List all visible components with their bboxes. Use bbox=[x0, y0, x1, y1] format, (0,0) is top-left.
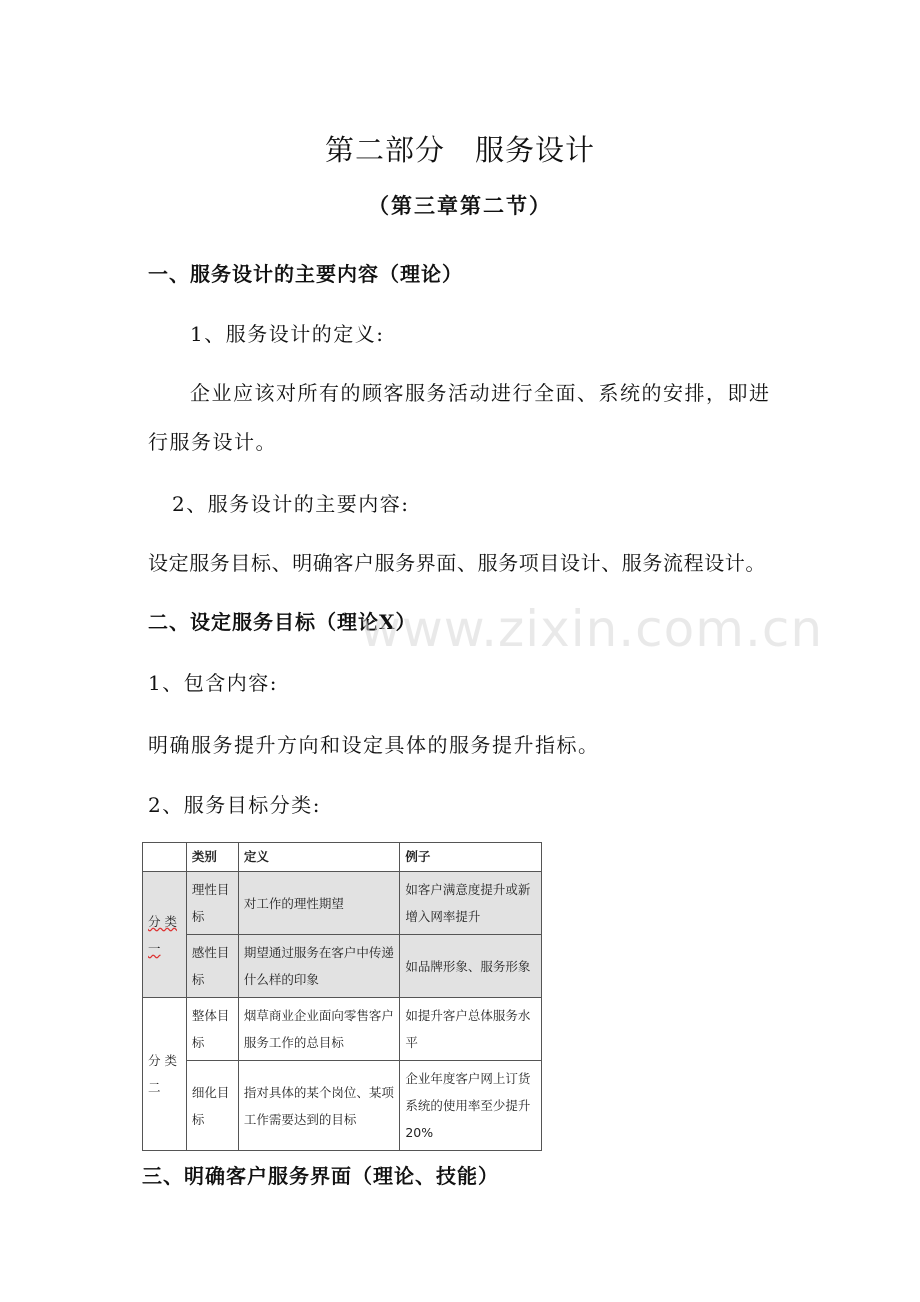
table-header-cell bbox=[143, 843, 187, 872]
section1-item1-text-line1: 企业应该对所有的顾客服务活动进行全面、系统的安排，即进 bbox=[190, 381, 771, 405]
section2-heading: 二、设定服务目标（理论X） bbox=[148, 610, 417, 634]
section2-item1-text: 明确服务提升方向和设定具体的服务提升指标。 bbox=[148, 733, 600, 757]
table-header-cell: 定义 bbox=[238, 843, 400, 872]
category-cell: 细化目标 bbox=[186, 1061, 238, 1151]
table-row bbox=[143, 935, 542, 998]
table-row bbox=[143, 1061, 542, 1151]
table-row bbox=[143, 998, 542, 1061]
category-cell: 整体目标 bbox=[186, 998, 238, 1061]
category-cell: 理性目标 bbox=[186, 872, 238, 935]
table-header-cell: 类别 bbox=[186, 843, 238, 872]
group-label-cell bbox=[143, 872, 187, 998]
definition-cell: 对工作的理性期望 bbox=[238, 872, 400, 935]
definition-cell: 烟草商业企业面向零售客户服务工作的总目标 bbox=[238, 998, 400, 1061]
example-cell: 如客户满意度提升或新增入网率提升 bbox=[400, 872, 542, 935]
example-cell: 如提升客户总体服务水平 bbox=[400, 998, 542, 1061]
example-cell: 企业年度客户网上订货系统的使用率至少提升20% bbox=[400, 1061, 542, 1151]
section1-item2-text: 设定服务目标、明确客户服务界面、服务项目设计、服务流程设计。 bbox=[148, 551, 766, 575]
table-header-row bbox=[143, 843, 542, 872]
page-subtitle: （第三章第二节） bbox=[368, 193, 552, 218]
table-row bbox=[143, 872, 542, 935]
example-cell: 如品牌形象、服务形象 bbox=[400, 935, 542, 998]
definition-cell: 期望通过服务在客户中传递什么样的印象 bbox=[238, 935, 400, 998]
section2-item1-label: 1、包含内容: bbox=[148, 671, 278, 695]
section3-heading: 三、明确客户服务界面（理论、技能） bbox=[142, 1164, 499, 1188]
group-label: 分 类 二 bbox=[148, 1053, 177, 1095]
section1-item1-text-line2: 行服务设计。 bbox=[148, 430, 277, 454]
section1-item2-label: 2、服务设计的主要内容: bbox=[172, 492, 410, 516]
group-label-cell bbox=[143, 998, 187, 1151]
definition-cell: 指对具体的某个岗位、某项工作需要达到的目标 bbox=[238, 1061, 400, 1151]
group-label: 分 类 一 bbox=[148, 913, 177, 956]
watermark: www.zixin.com.cn bbox=[360, 600, 824, 658]
section1-heading: 一、服务设计的主要内容（理论） bbox=[148, 262, 463, 286]
category-cell: 感性目标 bbox=[186, 935, 238, 998]
table-header-cell: 例子 bbox=[400, 843, 542, 872]
section1-item1-label: 1、服务设计的定义: bbox=[190, 322, 385, 346]
goal-classification-table bbox=[142, 842, 542, 1151]
page-title: 第二部分 服务设计 bbox=[324, 133, 595, 167]
section2-item2-label: 2、服务目标分类: bbox=[148, 793, 321, 817]
